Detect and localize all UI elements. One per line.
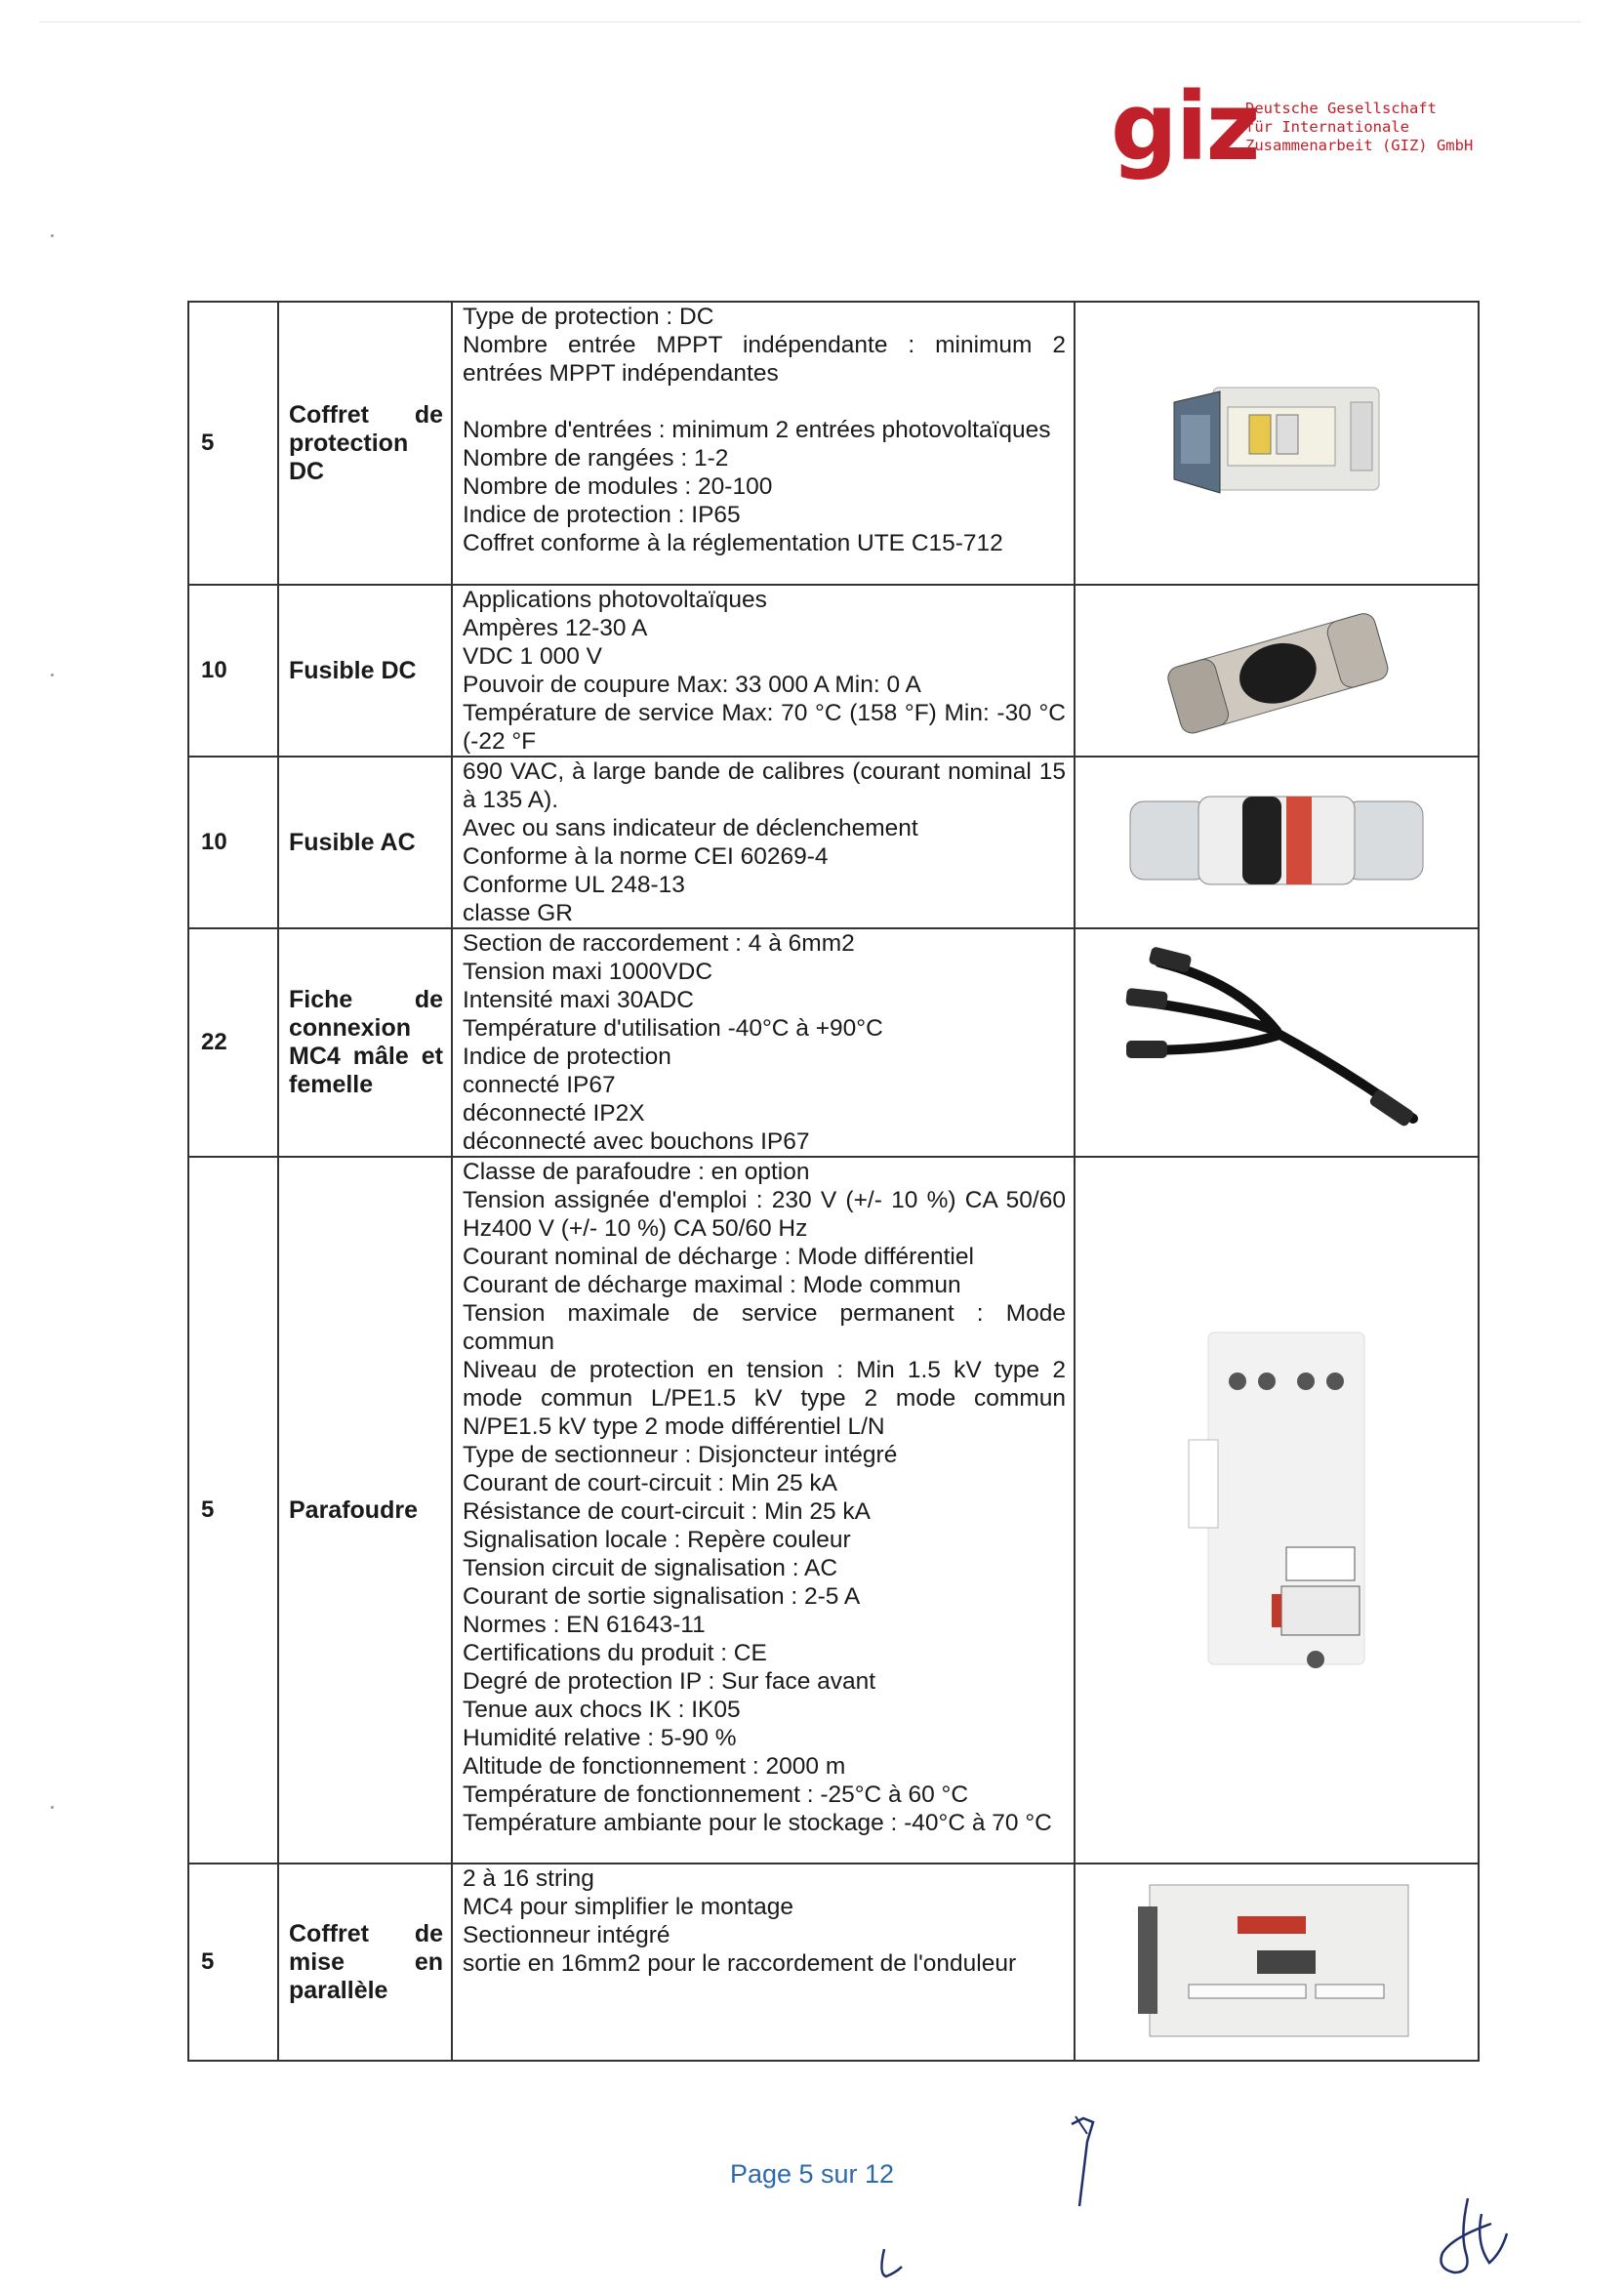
spec-line: Type de sectionneur : Disjoncteur intégré (463, 1442, 898, 1468)
spec-line: déconnecté avec bouchons IP67 (463, 1128, 810, 1155)
equipment-spec-table (187, 301, 1480, 2062)
spec-line: Sectionneur intégré (463, 1922, 670, 1948)
scan-speck (51, 674, 54, 676)
product-image-cell (1075, 757, 1479, 928)
spec-line: Indice de protection (463, 1044, 671, 1070)
spec-line: Classe de parafoudre : en option (463, 1159, 810, 1185)
spec-line: Nombre d'entrées : minimum 2 entrées photovoltaïques (463, 417, 1051, 443)
spec-line: classe GR (463, 900, 574, 926)
table-row (188, 1864, 1479, 2061)
specification-cell (452, 1157, 1075, 1864)
spec-line: Température d'utilisation -40°C à +90°C (463, 1015, 883, 1042)
spec-line: sortie en 16mm2 pour le raccordement de l'onduleur (463, 1950, 1017, 1977)
specification-cell (452, 585, 1075, 757)
table-row (188, 757, 1479, 928)
page-number: Page 5 sur 12 (729, 2159, 895, 2189)
giz-logo (1111, 72, 1521, 184)
item-name-cell: Fusible DC (278, 585, 452, 757)
parallel-box-icon (1130, 1877, 1423, 2043)
handwritten-initial-mark (1066, 2112, 1105, 2215)
spec-line: connecté IP67 (463, 1072, 616, 1098)
scan-top-edge (39, 21, 1581, 22)
spec-line: Certifications du produit : CE (463, 1640, 767, 1666)
giz-logo-mark: giz (1111, 72, 1259, 182)
spec-line: Résistance de court-circuit : Min 25 kA (463, 1498, 872, 1525)
product-image-cell (1075, 928, 1479, 1157)
giz-logo-text: Deutsche Gesellschaft für Internationale Zusammenarbeit (GIZ) GmbH (1245, 100, 1474, 154)
quantity-cell: 10 (188, 757, 278, 928)
dc-fuse-icon (1150, 595, 1403, 742)
spec-line: Intensité maxi 30ADC (463, 987, 694, 1013)
table-row (188, 585, 1479, 757)
spec-line: Tenue aux chocs IK : IK05 (463, 1697, 741, 1723)
spec-line: Ampères 12-30 A (463, 615, 648, 641)
product-image-cell (1075, 302, 1479, 585)
spec-line: Température de fonctionnement : -25°C à 60 °C (463, 1782, 969, 1808)
spec-line: Tension circuit de signalisation : AC (463, 1555, 838, 1581)
spec-line: Avec ou sans indicateur de déclenchement (463, 815, 918, 841)
spec-line: Pouvoir de coupure Max: 33 000 A Min: 0 A (463, 672, 921, 698)
spec-line: Nombre de modules : 20-100 (463, 473, 773, 500)
spec-line: Courant de décharge maximal : Mode commun (463, 1272, 961, 1298)
spec-line: Section de raccordement : 4 à 6mm2 (463, 930, 855, 957)
quantity-cell: 5 (188, 302, 278, 585)
item-name-cell: Coffret de mise en parallèle (278, 1864, 452, 2061)
spec-line: déconnecté IP2X (463, 1100, 645, 1127)
item-name-cell: Fusible AC (278, 757, 452, 928)
mc4-connector-icon (1120, 943, 1433, 1138)
spec-line: Nombre de rangées : 1-2 (463, 445, 729, 471)
product-image-cell (1075, 585, 1479, 757)
spec-line: Nombre entrée MPPT indépendante : minimum 2 entrées MPPT indépendantes (463, 332, 1066, 387)
spec-line: Indice de protection : IP65 (463, 502, 741, 528)
spec-line: Signalisation locale : Repère couleur (463, 1527, 851, 1553)
spec-line: VDC 1 000 V (463, 643, 602, 670)
spec-line: Conforme UL 248-13 (463, 872, 685, 898)
spec-line: Courant de court-circuit : Min 25 kA (463, 1470, 837, 1496)
item-name-cell: Fiche de connexion MC4 mâle et femelle (278, 928, 452, 1157)
scan-speck (51, 1806, 54, 1809)
table-row (188, 1157, 1479, 1864)
handwritten-paraph-mark (869, 2245, 908, 2289)
spec-line: MC4 pour simplifier le montage (463, 1894, 794, 1920)
quantity-cell: 10 (188, 585, 278, 757)
spec-line: Tension maxi 1000VDC (463, 959, 713, 985)
spec-line: Humidité relative : 5-90 % (463, 1725, 737, 1751)
product-image-cell (1075, 1864, 1479, 2061)
dc-protection-box-icon (1159, 378, 1394, 505)
quantity-cell: 5 (188, 1157, 278, 1864)
spec-spacer (463, 388, 1066, 416)
spec-line: Coffret conforme à la réglementation UTE C15-712 (463, 530, 1003, 556)
spec-line: Température de service Max: 70 °C (158 °F) Min: -30 °C (-22 °F (463, 700, 1066, 755)
item-name-cell: Parafoudre (278, 1157, 452, 1864)
quantity-cell: 22 (188, 928, 278, 1157)
spec-line: Tension maximale de service permanent : Mode commun (463, 1300, 1066, 1355)
product-image-cell (1075, 1157, 1479, 1864)
specification-cell (452, 757, 1075, 928)
handwritten-signature-mark (1433, 2194, 1521, 2287)
scan-speck (51, 234, 54, 237)
spec-line: Température ambiante pour le stockage : -40°C à 70 °C (463, 1810, 1052, 1836)
spec-line: Courant nominal de décharge : Mode différentiel (463, 1244, 974, 1270)
spec-line: Courant de sortie signalisation : 2-5 A (463, 1583, 861, 1610)
spec-line: Altitude de fonctionnement : 2000 m (463, 1753, 846, 1780)
table-row (188, 928, 1479, 1157)
spec-line: Type de protection : DC (463, 304, 714, 330)
spec-line: Tension assignée d'emploi : 230 V (+/- 10 %) CA 50/60 Hz400 V (+/- 10 %) CA 50/60 Hz (463, 1187, 1066, 1242)
quantity-cell: 5 (188, 1864, 278, 2061)
spec-line: Niveau de protection en tension : Min 1.5 kV type 2 mode commun L/PE1.5 kV type 2 mode commun N/PE1.5 kV type 2 mode différentiel L/N (463, 1357, 1066, 1440)
spec-line: 690 VAC, à large bande de calibres (courant nominal 15 à 135 A). (463, 758, 1066, 813)
specification-cell (452, 302, 1075, 585)
spec-line: Applications photovoltaïques (463, 587, 767, 613)
specification-cell (452, 1864, 1075, 2061)
surge-arrester-icon (1169, 1323, 1384, 1694)
ac-fuse-icon (1120, 777, 1433, 904)
spec-line: Normes : EN 61643-11 (463, 1612, 706, 1638)
spec-line: Degré de protection IP : Sur face avant (463, 1668, 876, 1695)
spec-line: 2 à 16 string (463, 1865, 594, 1892)
spec-line: Conforme à la norme CEI 60269-4 (463, 843, 829, 870)
item-name-cell: Coffret de protection DC (278, 302, 452, 585)
table-row (188, 302, 1479, 585)
specification-cell (452, 928, 1075, 1157)
